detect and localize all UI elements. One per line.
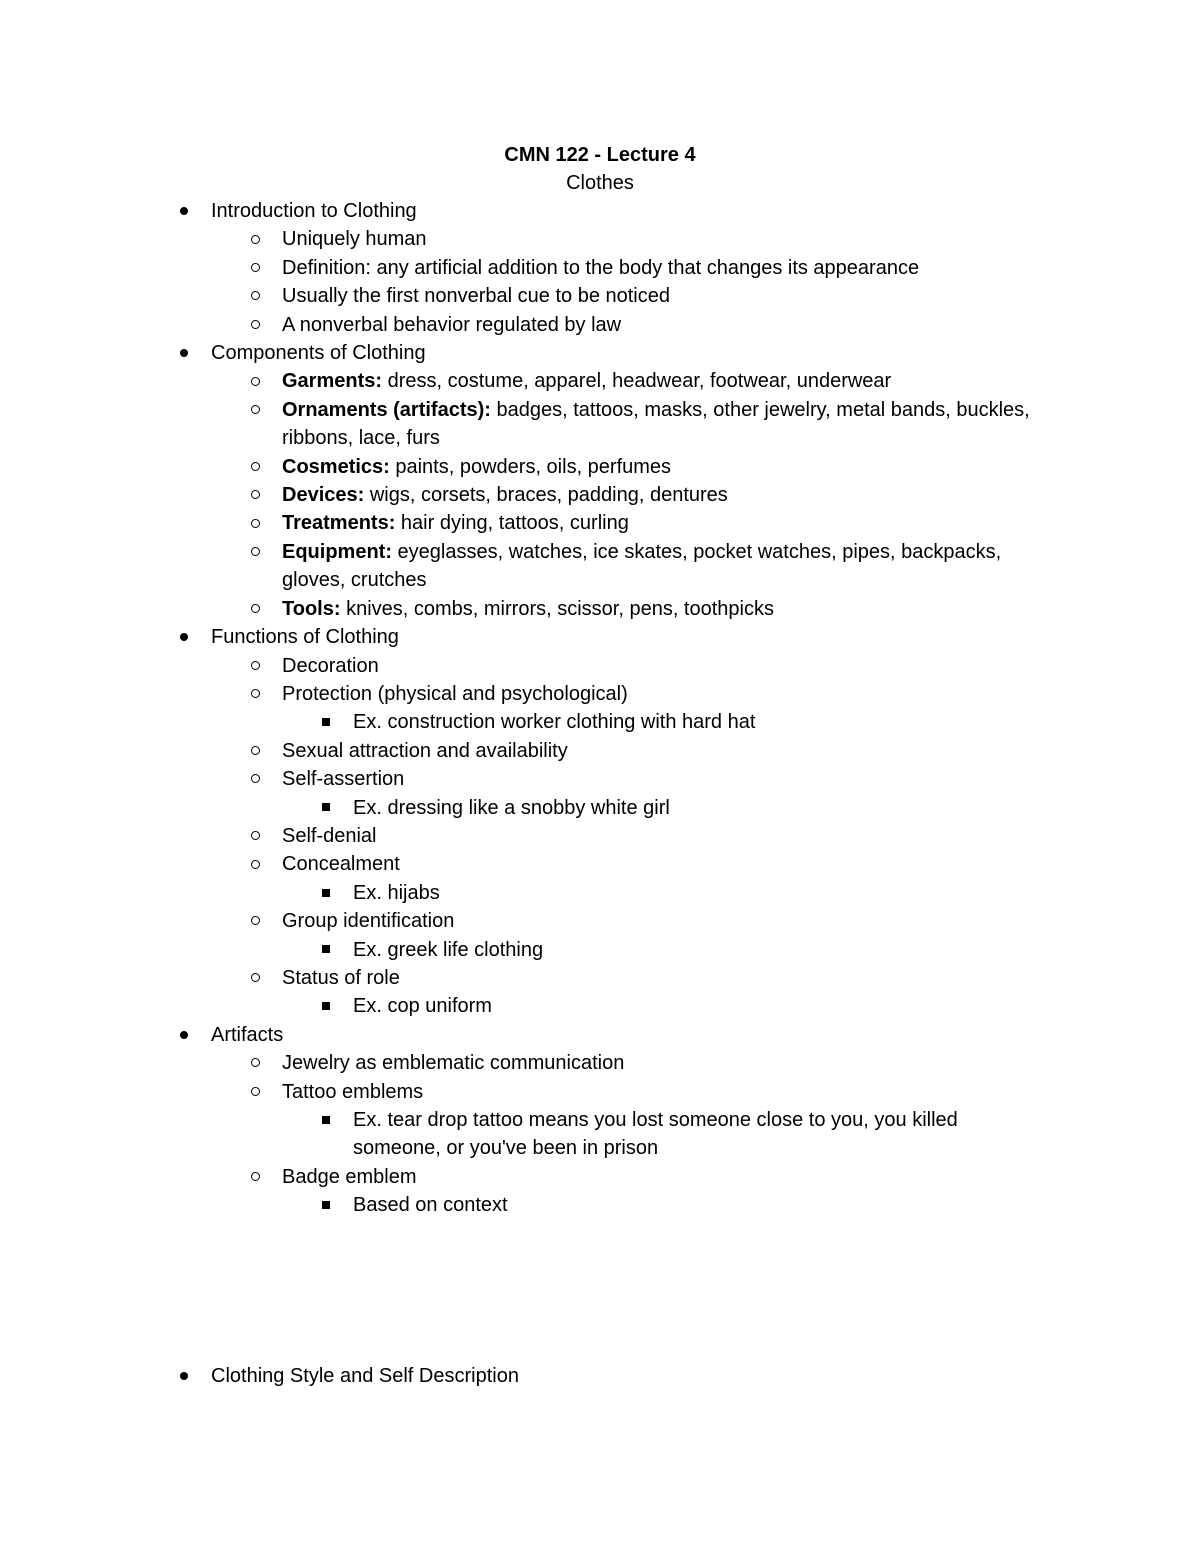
item-term: Equipment: <box>282 540 392 563</box>
subitem-text: Ex. cop uniform <box>353 995 492 1018</box>
bullet-ring-icon <box>247 509 263 537</box>
bullet-dot-icon <box>176 1021 192 1049</box>
item-text: dress, costume, apparel, headwear, footwear, underwear <box>382 370 892 393</box>
outline-item <box>0 822 1200 850</box>
item-text: Self-denial <box>282 824 377 847</box>
section-label: Artifacts <box>211 1023 284 1046</box>
item-text: Protection (physical and psychological) <box>282 682 628 705</box>
outline-item <box>0 737 1200 765</box>
bullet-square-icon <box>318 879 334 907</box>
subitem-text: Ex. dressing like a snobby white girl <box>353 796 670 819</box>
bullet-dot-icon <box>176 339 192 367</box>
bullet-ring-icon <box>247 822 263 850</box>
bullet-square-icon <box>318 708 334 736</box>
page-subtitle: Clothes <box>566 172 634 194</box>
outline-item <box>0 538 1200 595</box>
item-term: Treatments: <box>282 512 396 535</box>
outline-subitem <box>0 879 1200 907</box>
page-title: CMN 122 - Lecture 4 <box>504 144 696 166</box>
item-text: badges, tattoos, masks, other jewelry, metal bands, buckles, ribbons, lace, furs <box>282 398 1030 450</box>
outline-subitem <box>0 992 1200 1020</box>
item-term: Ornaments (artifacts): <box>282 398 491 421</box>
outline-item <box>0 595 1200 623</box>
outline-subitem <box>0 794 1200 822</box>
bullet-ring-icon <box>247 367 263 395</box>
section-label: Functions of Clothing <box>211 626 399 649</box>
outline-item <box>0 225 1200 253</box>
bullet-square-icon <box>318 992 334 1020</box>
section-label: Components of Clothing <box>211 342 426 365</box>
bullet-square-icon <box>318 936 334 964</box>
item-text: wigs, corsets, braces, padding, dentures <box>364 484 728 507</box>
item-term: Cosmetics: <box>282 455 390 478</box>
outline-item <box>0 453 1200 481</box>
bullet-ring-icon <box>247 907 263 935</box>
outline-subitem <box>0 1106 1200 1163</box>
bullet-ring-icon <box>247 481 263 509</box>
item-text: A nonverbal behavior regulated by law <box>282 313 622 336</box>
outline-item <box>0 282 1200 310</box>
section-label: Introduction to Clothing <box>211 200 417 222</box>
outline-section <box>0 1362 1200 1390</box>
bullet-square-icon <box>318 794 334 822</box>
outline-list-final <box>0 1362 1200 1390</box>
bullet-ring-icon <box>247 396 263 424</box>
bullet-ring-icon <box>247 538 263 566</box>
item-text: hair dying, tattoos, curling <box>395 512 629 535</box>
outline-item <box>0 481 1200 509</box>
bullet-ring-icon <box>247 311 263 339</box>
outline-subitem <box>0 1191 1200 1219</box>
bullet-square-icon <box>318 1191 334 1219</box>
item-text: Uniquely human <box>282 228 427 251</box>
bullet-ring-icon <box>247 225 263 253</box>
outline-item <box>0 850 1200 878</box>
bullet-ring-icon <box>247 595 263 623</box>
outline-section <box>0 339 1200 367</box>
outline-item <box>0 311 1200 339</box>
bullet-ring-icon <box>247 737 263 765</box>
outline-item <box>0 964 1200 992</box>
item-text: Group identification <box>282 910 455 933</box>
outline-item <box>0 680 1200 708</box>
subitem-text: Ex. greek life clothing <box>353 938 544 961</box>
bullet-square-icon <box>318 1106 334 1134</box>
subitem-text: Based on context <box>353 1194 508 1217</box>
section-label: Clothing Style and Self Description <box>211 1365 519 1387</box>
bullet-dot-icon <box>176 623 192 651</box>
outline-item <box>0 907 1200 935</box>
item-text: Badge emblem <box>282 1165 417 1188</box>
item-text: Jewelry as emblematic communication <box>282 1052 625 1075</box>
outline-item <box>0 765 1200 793</box>
bullet-ring-icon <box>247 453 263 481</box>
bullet-ring-icon <box>247 1049 263 1077</box>
item-text: Tattoo emblems <box>282 1080 424 1103</box>
bullet-ring-icon <box>247 1163 263 1191</box>
item-text: Sexual attraction and availability <box>282 739 568 762</box>
item-text: knives, combs, mirrors, scissor, pens, toothpicks <box>340 597 774 620</box>
outline-subitem <box>0 708 1200 736</box>
item-text: eyeglasses, watches, ice skates, pocket watches, pipes, backpacks, gloves, crutches <box>282 540 1002 592</box>
bullet-dot-icon <box>176 197 192 225</box>
outline-item <box>0 1163 1200 1191</box>
outline-item <box>0 652 1200 680</box>
bullet-ring-icon <box>247 964 263 992</box>
subitem-text: Ex. hijabs <box>353 881 440 904</box>
subitem-text: Ex. tear drop tattoo means you lost someone close to you, you killed someone, or you've been in prison <box>353 1109 958 1160</box>
bullet-dot-icon <box>176 1362 192 1390</box>
bullet-ring-icon <box>247 765 263 793</box>
bullet-ring-icon <box>247 652 263 680</box>
item-text: Usually the first nonverbal cue to be noticed <box>282 285 670 308</box>
outline-item <box>0 254 1200 282</box>
outline-item <box>0 367 1200 395</box>
bullet-ring-icon <box>247 282 263 310</box>
outline-list <box>0 197 1200 1220</box>
item-text: Decoration <box>282 654 379 677</box>
item-term: Tools: <box>282 597 341 620</box>
outline-item <box>0 509 1200 537</box>
bullet-ring-icon <box>247 254 263 282</box>
item-text: Self-assertion <box>282 768 405 791</box>
outline-item <box>0 396 1200 453</box>
item-text: Definition: any artificial addition to the body that changes its appearance <box>282 256 920 279</box>
item-text: paints, powders, oils, perfumes <box>389 455 672 478</box>
outline-item <box>0 1049 1200 1077</box>
outline-item <box>0 1078 1200 1106</box>
item-text: Concealment <box>282 853 400 876</box>
item-text: Status of role <box>282 966 400 989</box>
item-term: Devices: <box>282 484 365 507</box>
outline-subitem <box>0 936 1200 964</box>
bullet-ring-icon <box>247 1078 263 1106</box>
bullet-ring-icon <box>247 850 263 878</box>
outline-section <box>0 623 1200 651</box>
item-term: Garments: <box>282 370 383 393</box>
outline-section <box>0 1021 1200 1049</box>
bullet-ring-icon <box>247 680 263 708</box>
outline-section <box>0 197 1200 225</box>
subitem-text: Ex. construction worker clothing with hard hat <box>353 711 756 734</box>
